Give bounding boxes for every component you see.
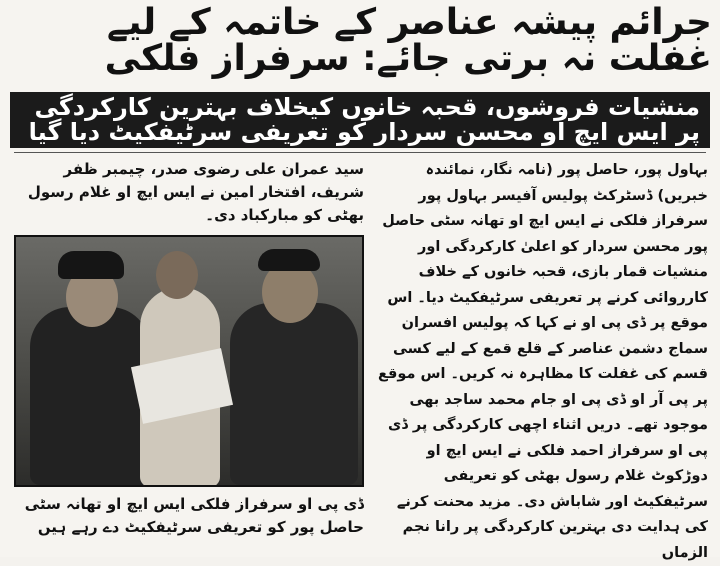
top-caption: سید عمران علی رضوی صدر، چیمبر ظفر شریف، افتخار امین نے ایس ایچ او غلام رسول بھٹی کو مبارکباد دی۔ [27, 160, 364, 224]
photo-caption: ڈی پی او سرفراز فلکی ایس ایچ او تھانہ سٹی حاصل پور کو تعریفی سرٹیفکیٹ دے رہے ہیں [24, 495, 364, 536]
sub-headline-band: منشیات فروشوں، قحبہ خانوں کیخلاف بہترین کارکردگی پر ایس ایچ او محسن سردار کو تعریفی سرٹیفکیٹ دیا گیا [10, 92, 710, 148]
ceremony-photo [14, 235, 364, 487]
main-headline: جرائم پیشہ عناصر کے خاتمہ کے لیے غفلت نہ برتی جائے: سرفراز فلکی [104, 2, 712, 79]
right-column [372, 158, 708, 561]
left-column [14, 158, 364, 548]
article-body: بہاول پور، حاصل پور (نامہ نگار، نمائندہ خبریں) ڈسٹرکٹ پولیس آفیسر بہاول پور سرفراز فلکی نے ایس ایچ او تھانہ سٹی حاصل پور محسن سردار کو اعلیٰ کارکردگی اور منشیات قمار بازی، قحبہ خانوں کے خلاف کارروائی کرنے پر تعریفی سرٹیفکیٹ دیا۔ اس موقع پر ڈی پی او نے کہا کہ پولیس افسران سماج دشمن عناصر کے قلع قمع کے لیے کسی قسم کی غفلت کا مظاہرہ نہ کریں۔ اس موقع پر پی آر او ڈی پی او جام محمد ساجد بھی موجود تھے۔ دریں اثناء اچھی کارکردگی پر ڈی پی او سرفراز احمد فلکی نے ایس ایچ او دوڑکوٹ غلام رسول بھٹی کو تعریفی سرٹیفکیٹ اور شاباش دی۔ مزید محنت کرنے کی ہدایت دی بہترین کارکردگی پر رانا نجم الزماں [378, 162, 708, 561]
headline-divider [14, 152, 706, 153]
